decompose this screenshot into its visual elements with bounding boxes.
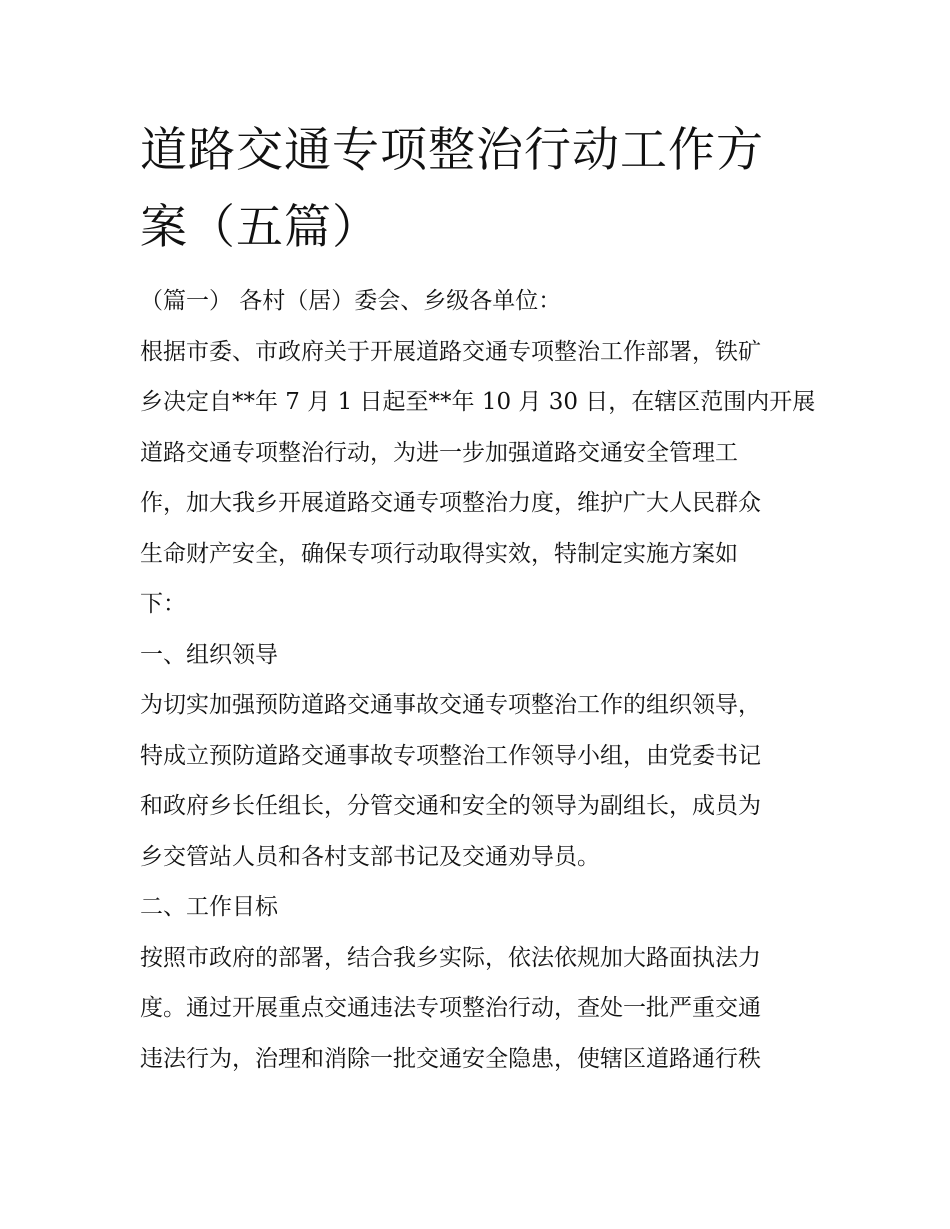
title-line: 道路交通专项整治行动工作方: [140, 123, 764, 178]
title-line: 案（五篇）: [140, 200, 380, 255]
paragraph-line: 乡交管站人员和各村支部书记及交通劝导员。: [140, 844, 600, 870]
section-heading: 二、工作目标: [140, 894, 278, 920]
salutation-line: （篇一） 各村（居）委会、乡级各单位：: [140, 288, 562, 314]
paragraph-line: 特成立预防道路交通事故专项整治工作领导小组，由党委书记: [140, 743, 761, 769]
paragraph-line: 按照市政府的部署，结合我乡实际，依法依规加大路面执法力: [140, 945, 761, 971]
paragraph-line: 为切实加强预防道路交通事故交通专项整治工作的组织领导，: [140, 692, 761, 718]
paragraph-line: 乡决定自**年 7 月 1 日起至**年 10 月 30 日，在辖区范围内开展: [140, 389, 816, 415]
paragraph-line: 作，加大我乡开展道路交通专项整治力度，维护广大人民群众: [140, 490, 761, 516]
paragraph-line: 度。通过开展重点交通违法专项整治行动，查处一批严重交通: [140, 995, 761, 1021]
paragraph-line: 道路交通专项整治行动，为进一步加强道路交通安全管理工: [140, 440, 738, 466]
paragraph-line: 生命财产安全，确保专项行动取得实效，特制定实施方案如: [140, 541, 738, 567]
paragraph-line: 下：: [140, 591, 186, 617]
document-title: [140, 112, 830, 266]
paragraph-line: 根据市委、市政府关于开展道路交通专项整治工作部署，铁矿: [140, 339, 761, 365]
section-heading: 一、组织领导: [140, 642, 278, 668]
paragraph-line: 违法行为，治理和消除一批交通安全隐患，使辖区道路通行秩: [140, 1046, 761, 1072]
paragraph-line: 和政府乡长任组长，分管交通和安全的领导为副组长，成员为: [140, 793, 761, 819]
